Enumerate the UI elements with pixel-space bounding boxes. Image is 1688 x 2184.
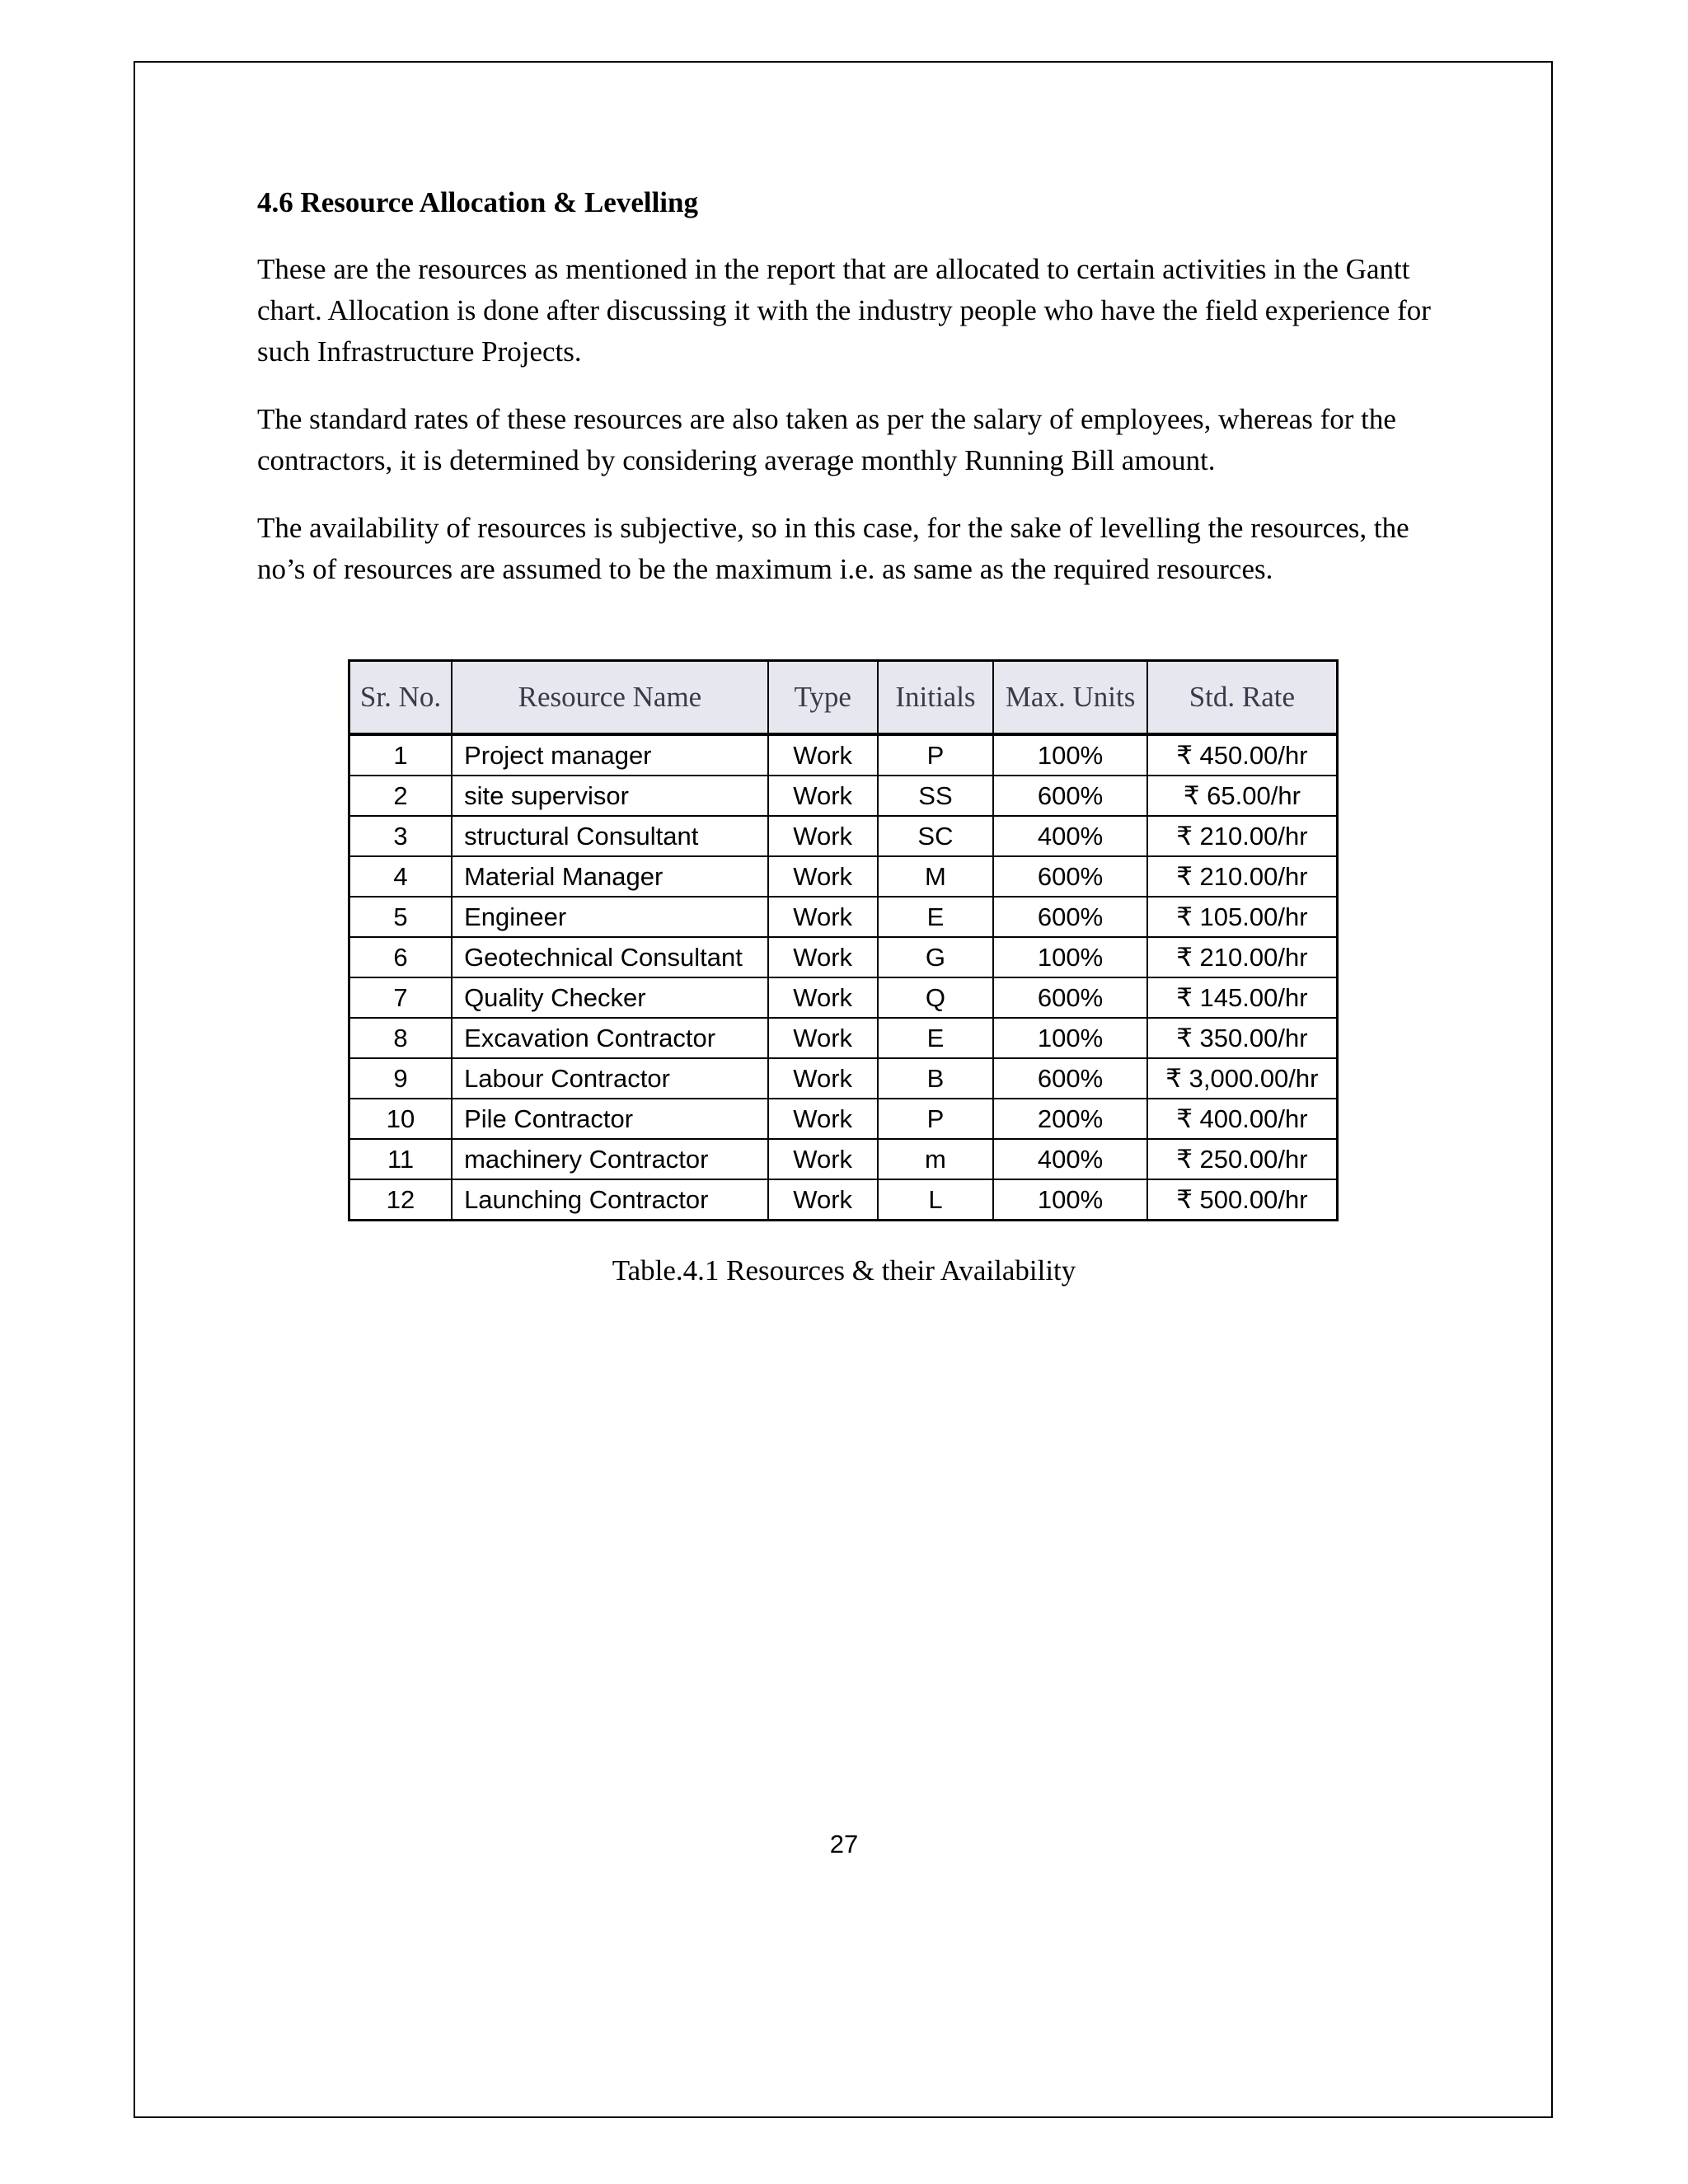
paragraph-allocation: These are the resources as mentioned in the report that are allocated to certain activities in the Gantt chart. Allocation is done after discussing it with the industry people who have the field experience for such Infrastructure Projects.: [257, 253, 1431, 368]
cell-max-units: 600%: [993, 897, 1146, 937]
cell-sr-no: 6: [349, 937, 452, 977]
cell-initials: Q: [878, 977, 994, 1018]
table-caption: Table.4.1 Resources & their Availability: [612, 1254, 1076, 1286]
cell-type: Work: [768, 734, 878, 776]
section-heading: 4.6 Resource Allocation & Levelling: [257, 186, 698, 218]
cell-std-rate: ₹ 500.00/hr: [1147, 1179, 1338, 1221]
table-row: [349, 897, 1338, 937]
table-row: [349, 1139, 1338, 1179]
cell-resource-name: structural Consultant: [452, 816, 768, 856]
table-row: [349, 1058, 1338, 1099]
cell-initials: P: [878, 1099, 994, 1139]
cell-max-units: 100%: [993, 1018, 1146, 1058]
cell-sr-no: 7: [349, 977, 452, 1018]
header-std-rate: Std. Rate: [1147, 661, 1338, 735]
cell-type: Work: [768, 1139, 878, 1179]
cell-sr-no: 4: [349, 856, 452, 897]
paragraph-availability: The availability of resources is subjective, so in this case, for the sake of levelling the resources, the no’s of resources are assumed to be the maximum i.e. as same as the required resources.: [257, 512, 1409, 585]
cell-resource-name: Labour Contractor: [452, 1058, 768, 1099]
resources-table: [348, 659, 1339, 1221]
cell-resource-name: Geotechnical Consultant: [452, 937, 768, 977]
cell-sr-no: 12: [349, 1179, 452, 1221]
table-row: [349, 1099, 1338, 1139]
cell-initials: m: [878, 1139, 994, 1179]
table-header-row: [349, 661, 1338, 735]
cell-std-rate: ₹ 250.00/hr: [1147, 1139, 1338, 1179]
cell-max-units: 100%: [993, 937, 1146, 977]
cell-type: Work: [768, 937, 878, 977]
table-row: [349, 734, 1338, 776]
cell-sr-no: 2: [349, 776, 452, 816]
header-sr-no: Sr. No.: [349, 661, 452, 735]
cell-type: Work: [768, 897, 878, 937]
cell-max-units: 200%: [993, 1099, 1146, 1139]
cell-initials: E: [878, 1018, 994, 1058]
header-type: Type: [768, 661, 878, 735]
cell-resource-name: Material Manager: [452, 856, 768, 897]
table-row: [349, 776, 1338, 816]
table-row: [349, 937, 1338, 977]
table-row: [349, 1179, 1338, 1221]
table-row: [349, 977, 1338, 1018]
cell-std-rate: ₹ 210.00/hr: [1147, 816, 1338, 856]
cell-max-units: 600%: [993, 776, 1146, 816]
cell-sr-no: 5: [349, 897, 452, 937]
cell-initials: B: [878, 1058, 994, 1099]
cell-max-units: 600%: [993, 1058, 1146, 1099]
cell-resource-name: Quality Checker: [452, 977, 768, 1018]
cell-sr-no: 11: [349, 1139, 452, 1179]
cell-type: Work: [768, 977, 878, 1018]
cell-resource-name: Excavation Contractor: [452, 1018, 768, 1058]
cell-max-units: 400%: [993, 816, 1146, 856]
cell-resource-name: Engineer: [452, 897, 768, 937]
header-max-units: Max. Units: [993, 661, 1146, 735]
cell-max-units: 600%: [993, 856, 1146, 897]
cell-type: Work: [768, 1018, 878, 1058]
cell-max-units: 100%: [993, 1179, 1146, 1221]
cell-resource-name: site supervisor: [452, 776, 768, 816]
cell-type: Work: [768, 1179, 878, 1221]
cell-std-rate: ₹ 65.00/hr: [1147, 776, 1338, 816]
cell-type: Work: [768, 1058, 878, 1099]
cell-max-units: 400%: [993, 1139, 1146, 1179]
cell-std-rate: ₹ 3,000.00/hr: [1147, 1058, 1338, 1099]
cell-max-units: 100%: [993, 734, 1146, 776]
page-number: 27: [829, 1830, 859, 1858]
cell-std-rate: ₹ 210.00/hr: [1147, 937, 1338, 977]
table-row: [349, 816, 1338, 856]
paragraph-standard-rates: The standard rates of these resources are also taken as per the salary of employees, whereas for the contractors, it is determined by considering average monthly Running Bill amount.: [257, 403, 1396, 476]
cell-std-rate: ₹ 400.00/hr: [1147, 1099, 1338, 1139]
header-resource-name: Resource Name: [452, 661, 768, 735]
cell-max-units: 600%: [993, 977, 1146, 1018]
cell-std-rate: ₹ 105.00/hr: [1147, 897, 1338, 937]
cell-initials: G: [878, 937, 994, 977]
cell-resource-name: Launching Contractor: [452, 1179, 768, 1221]
cell-std-rate: ₹ 145.00/hr: [1147, 977, 1338, 1018]
cell-std-rate: ₹ 210.00/hr: [1147, 856, 1338, 897]
table-body: [349, 734, 1338, 1221]
cell-type: Work: [768, 816, 878, 856]
cell-type: Work: [768, 776, 878, 816]
cell-initials: P: [878, 734, 994, 776]
header-initials: Initials: [878, 661, 994, 735]
cell-initials: SS: [878, 776, 994, 816]
cell-sr-no: 8: [349, 1018, 452, 1058]
table-row: [349, 1018, 1338, 1058]
cell-initials: E: [878, 897, 994, 937]
cell-sr-no: 1: [349, 734, 452, 776]
cell-type: Work: [768, 1099, 878, 1139]
cell-initials: SC: [878, 816, 994, 856]
cell-resource-name: machinery Contractor: [452, 1139, 768, 1179]
cell-std-rate: ₹ 450.00/hr: [1147, 734, 1338, 776]
cell-initials: M: [878, 856, 994, 897]
cell-resource-name: Pile Contractor: [452, 1099, 768, 1139]
cell-sr-no: 9: [349, 1058, 452, 1099]
cell-initials: L: [878, 1179, 994, 1221]
cell-sr-no: 10: [349, 1099, 452, 1139]
cell-type: Work: [768, 856, 878, 897]
cell-std-rate: ₹ 350.00/hr: [1147, 1018, 1338, 1058]
cell-sr-no: 3: [349, 816, 452, 856]
cell-resource-name: Project manager: [452, 734, 768, 776]
table-row: [349, 856, 1338, 897]
